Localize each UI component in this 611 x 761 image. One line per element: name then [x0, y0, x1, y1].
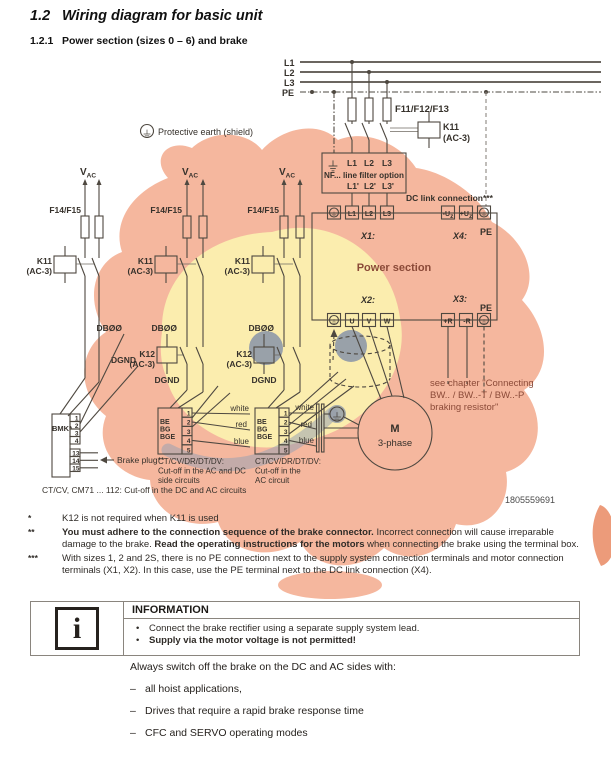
x1-terminal-l1: L1	[347, 211, 357, 218]
branch2-k12: K12	[139, 349, 155, 359]
motor-m: M	[390, 423, 400, 435]
conn2-caption-3: AC circuit	[255, 476, 290, 485]
label-x3-pe: PE	[479, 303, 493, 313]
bmk-t15: 15	[72, 465, 80, 473]
x4-terminal-minus-uz: -Uz	[442, 211, 454, 220]
dash-icon: –	[130, 727, 136, 739]
branch1-db00: DBØØ	[96, 323, 122, 333]
section-heading	[30, 8, 262, 24]
conn1-wire-white: white	[230, 404, 249, 413]
bmk-t14: 14	[72, 458, 80, 465]
closing-text	[130, 661, 582, 749]
branch2-dgnd: DGND	[154, 375, 180, 385]
branch3-dgnd: DGND	[251, 375, 277, 385]
filter-in-l1: L1	[347, 158, 357, 168]
x3-terminal-minus-r: -R	[463, 318, 471, 326]
branch1-vac: $V_{AC}$	[80, 167, 97, 180]
filter-out-l3: L3'	[382, 181, 394, 191]
stain-gray-blob-1	[335, 330, 367, 362]
bullet-icon: •	[136, 634, 140, 646]
conn2-t4: 4	[283, 438, 288, 446]
contactor-k11-coil	[418, 122, 440, 138]
x3-terminal-plus-r: +R	[443, 318, 453, 326]
conn1-wire-blue: blue	[233, 437, 249, 446]
footnote-1-marker: *	[28, 513, 32, 523]
filter-in-l2: L2	[364, 158, 374, 168]
information-content	[124, 602, 579, 655]
conn2-bge: BGE	[257, 434, 273, 441]
footnote-1	[28, 513, 590, 525]
label-k11-ac3: (AC-3)	[443, 133, 470, 143]
info-icon: i	[55, 607, 99, 650]
section-number: 1.2	[30, 8, 51, 24]
bullet-icon: •	[136, 623, 140, 634]
branch2-vac: $V_{AC}$	[182, 167, 199, 180]
footnote-2-text: You must adhere to the connection sequence of the brake connector. Incorrect connection will cause irreparable damage to the brake. Read the operating instructions for the motors when connecting the brake using the terminal box.	[62, 527, 579, 551]
footnote-1-text: K12 is not required when K11 is used	[62, 513, 219, 524]
conn1-wire-red: red	[235, 420, 247, 429]
branch3-k12-ac3: (AC-3)	[226, 359, 252, 369]
section-title: Wiring diagram for basic unit	[62, 8, 263, 24]
branch3-k11: K11	[234, 256, 250, 266]
closing-item-2: – Drives that require a rapid brake response time	[130, 705, 364, 717]
branch3-k12: K12	[236, 349, 252, 359]
conn1-be: BE	[160, 419, 170, 426]
conn1-bge: BGE	[160, 434, 176, 441]
see-chapter-line2: BW.. / BW..-T / BW..-P	[430, 390, 525, 401]
brake-plug-arrow	[100, 457, 107, 464]
conn1-t2: 2	[186, 419, 191, 427]
bmk-t13: 13	[72, 450, 80, 458]
conn2-wire-blue: blue	[298, 436, 314, 445]
branch3-vac: $V_{AC}$	[279, 167, 296, 180]
protective-earth-note	[141, 125, 254, 138]
label-protective-earth: Protective earth (shield)	[158, 127, 254, 137]
branch1-dgnd: DGND	[110, 355, 136, 365]
conn1-t5: 5	[186, 447, 191, 455]
filter-in-l3: L3	[382, 158, 392, 168]
branch2-k11: K11	[137, 256, 153, 266]
conn1-caption-1: CT/CV/DR/DT/DV:	[158, 457, 224, 466]
stain-salmon-edge	[593, 505, 611, 566]
bmk-caption: CT/CV, CM71 ... 112: Cut-off in the DC and AC circuits	[42, 485, 247, 495]
conn1-t4: 4	[186, 438, 191, 446]
conn2-t2: 2	[283, 419, 288, 427]
footnote-3-text: With sizes 1, 2 and 2S, there is no PE connection next to the supply system connection terminals and motor connection terminals (X1, X2). In this case, use the PE terminal next to the DC link connection (X4).	[62, 553, 564, 577]
conn2-wire-white: white	[295, 403, 314, 412]
branch3-fuses: F14/F15	[247, 205, 279, 215]
label-x4-pe: PE	[479, 227, 493, 237]
bmk-t2: 2	[74, 423, 79, 430]
conn2-bg: BG	[257, 426, 268, 434]
bmk-label: BMK*	[52, 424, 72, 433]
conn2-caption-1: CT/CV/DR/DT/DV:	[255, 457, 321, 466]
branch1-fuses: F14/F15	[49, 205, 81, 215]
footnote-2	[28, 527, 590, 551]
information-bullets	[124, 619, 579, 646]
conn1-t3: 3	[186, 428, 191, 436]
label-dc-link: DC link connection***	[406, 193, 493, 203]
conn1-caption-3: side circuits	[158, 476, 200, 485]
x1-terminal-l3: L3	[382, 211, 392, 218]
footnote-2-marker: **	[28, 527, 35, 538]
closing-item-3: – CFC and SERVO operating modes	[130, 727, 308, 739]
figure-number: 1805559691	[505, 495, 556, 505]
footnote-3	[28, 553, 590, 577]
label-x3: X3:	[452, 294, 468, 304]
bmk-t3: 3	[74, 430, 79, 438]
subsection-heading	[30, 35, 248, 47]
footnote-3-marker: ***	[28, 553, 38, 564]
brake-plug-label: Brake plug**	[117, 455, 165, 465]
conn2-t5: 5	[283, 447, 288, 455]
closing-intro: Always switch off the brake on the DC and AC sides with:	[130, 661, 396, 673]
conn2-t3: 3	[283, 428, 288, 436]
branch2-k11-ac3: (AC-3)	[127, 266, 153, 276]
conn1-t1: 1	[186, 410, 191, 418]
x2-terminal-v: V	[366, 318, 372, 326]
x4-terminal-plus-uz: +Uz	[459, 211, 473, 220]
see-chapter-line3: braking resistor"	[430, 402, 499, 413]
conn1-bg: BG	[160, 426, 171, 434]
information-box	[30, 601, 580, 656]
branch1-k11: K11	[36, 256, 52, 266]
x2-terminal-u: U	[349, 318, 355, 326]
label-f11-f12-f13: F11/F12/F13	[395, 104, 449, 115]
filter-out-l1: L1'	[347, 181, 359, 191]
filter-title: NF... line filter option	[324, 171, 405, 180]
label-x4: X4:	[452, 231, 468, 241]
label-l3: L3	[284, 78, 295, 88]
bmk-t1: 1	[74, 415, 79, 423]
subsection-title: Power section (sizes 0 – 6) and brake	[62, 35, 248, 47]
label-x1: X1:	[360, 231, 376, 241]
see-chapter-line1: see chapter "Connecting	[430, 378, 534, 389]
motor-type: 3-phase	[377, 438, 413, 449]
branch2-db00: DBØØ	[151, 323, 177, 333]
label-power-section: Power section	[356, 262, 432, 274]
subsection-number: 1.2.1	[30, 35, 54, 47]
label-l2: L2	[284, 68, 295, 78]
bmk-t4: 4	[74, 438, 79, 445]
conn2-t1: 1	[283, 410, 288, 418]
label-k11: K11	[443, 122, 460, 132]
x1-terminal-l2: L2	[364, 211, 374, 218]
branch1-k11-ac3: (AC-3)	[26, 266, 52, 276]
information-icon-cell	[31, 602, 124, 655]
label-x2: X2:	[360, 295, 376, 305]
dash-icon: –	[130, 705, 136, 717]
branch2-fuses: F14/F15	[150, 205, 182, 215]
branch3-db00: DBØØ	[248, 323, 274, 333]
branch2-k12-ac3: (AC-3)	[129, 359, 155, 369]
conn1-caption-2: Cut-off in the AC and DC	[158, 466, 246, 476]
closing-item-1: – all hoist applications,	[130, 683, 242, 695]
label-l1: L1	[284, 58, 295, 68]
footnotes	[28, 513, 590, 579]
conn2-be: BE	[257, 419, 267, 426]
conn2-wire-red: red	[300, 420, 312, 429]
x2-terminal-w: W	[383, 318, 391, 326]
info-bullet-2: • Supply via the motor voltage is not permitted!	[136, 634, 356, 646]
label-pe: PE	[282, 88, 295, 98]
conn2-caption-2: Cut-off in the	[255, 466, 301, 476]
branch3-k11-ac3: (AC-3)	[224, 266, 250, 276]
dash-icon: –	[130, 683, 136, 695]
information-title: INFORMATION	[124, 602, 579, 619]
filter-out-l2: L2'	[364, 181, 376, 191]
info-bullet-1: • Connect the brake rectifier using a separate supply system lead.	[136, 623, 420, 634]
